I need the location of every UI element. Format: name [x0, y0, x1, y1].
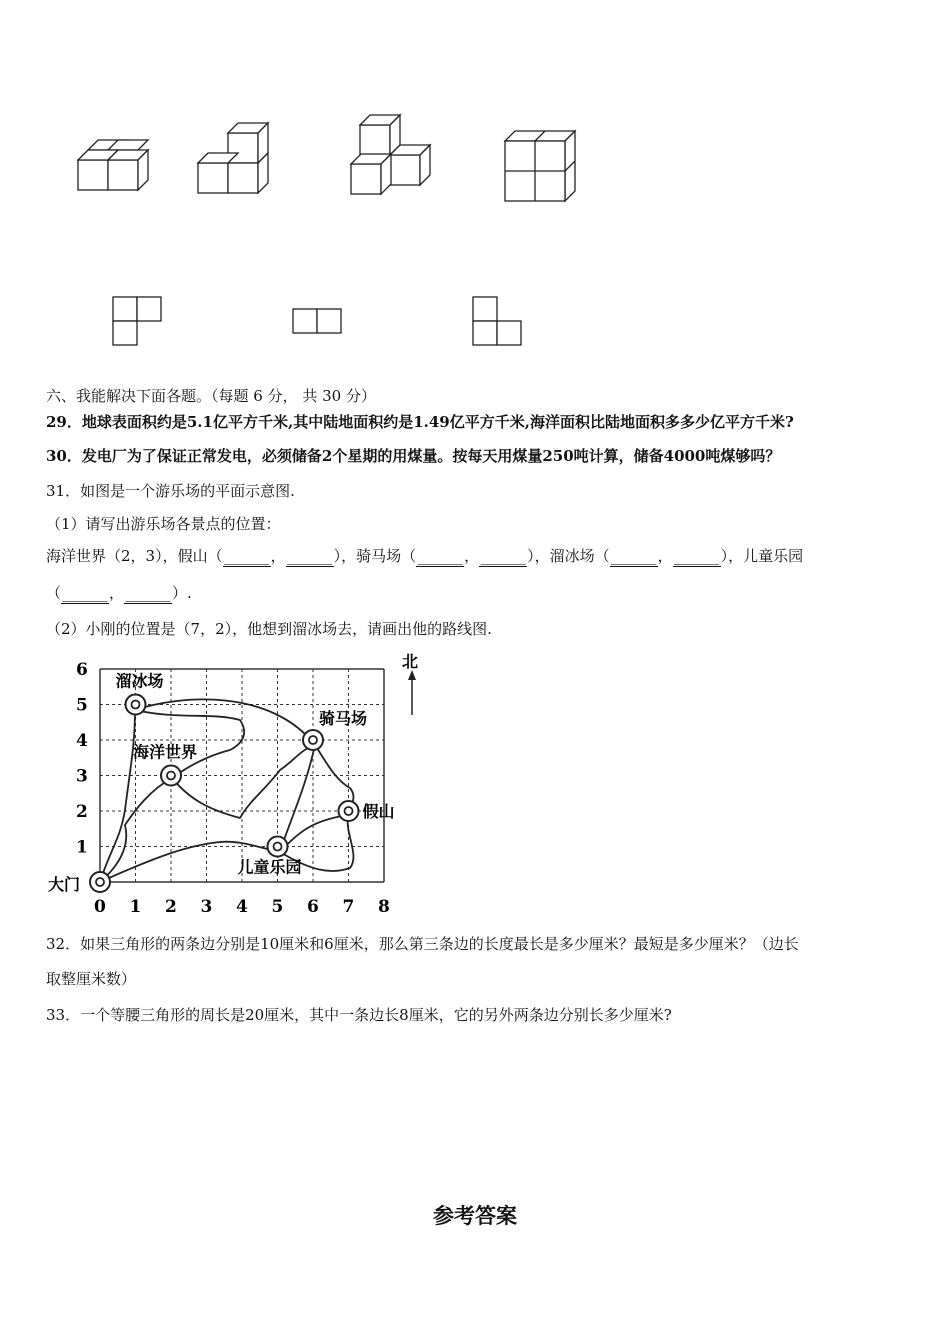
skating-y-blank[interactable]: ______ [674, 547, 720, 565]
view-figure-1 [113, 297, 161, 345]
horse-y-blank[interactable]: ______ [480, 547, 526, 565]
question-33: 33．一个等腰三角形的周长是20厘米，其中一条边长8厘米，它的另外两条边分别长多少厘米? [46, 1006, 672, 1024]
cube-figure-4 [505, 131, 575, 201]
x-tick-label: 8 [378, 897, 390, 917]
positions-text: ），溜冰场（ [527, 547, 610, 565]
x-tick-label: 6 [307, 897, 319, 917]
question-31-positions [46, 546, 803, 567]
gate-label: 大门 [48, 875, 81, 894]
question-31-part2: （2）小刚的位置是（7，2），他想到溜冰场去，请画出他的路线图. [46, 620, 492, 638]
view-figures [105, 290, 535, 350]
rockery-y-blank[interactable]: ______ [287, 547, 333, 565]
question-31-positions-cont [46, 583, 192, 604]
skating-label: 溜冰场 [115, 671, 164, 691]
comma: ， [109, 584, 125, 602]
positions-text: （ [46, 584, 62, 602]
horse-x-blank[interactable]: ______ [417, 547, 463, 565]
x-tick-label: 7 [342, 897, 355, 917]
ocean-marker-inner [167, 772, 175, 780]
cube-figure-1 [78, 140, 148, 190]
children-marker-inner [274, 843, 282, 851]
ocean-label: 海洋世界 [133, 742, 198, 762]
comma: ， [657, 547, 673, 565]
gate-marker-inner [96, 878, 104, 886]
question-32-line1: 32．如果三角形的两条边分别是10厘米和6厘米，那么第三条边的长度最长是多少厘米？最短是多少厘米？（边长 [46, 935, 799, 953]
question-31-part1: （1）请写出游乐场各景点的位置： [46, 515, 281, 533]
question-32-line2: 取整厘米数） [46, 970, 137, 988]
positions-text: ），儿童乐园 [720, 547, 804, 565]
skating-marker-inner [132, 701, 140, 709]
question-30: 30．发电厂为了保证正常发电，必须储备2个星期的用煤量。按每天用煤量250吨计算，储备4000吨煤够吗？ [46, 447, 781, 465]
children-label: 儿童乐园 [237, 857, 302, 877]
comma: ， [270, 547, 286, 565]
y-tick-label: 6 [76, 660, 88, 680]
x-tick-label: 4 [236, 897, 248, 917]
children-x-blank[interactable]: ______ [62, 584, 108, 602]
horse-marker-inner [309, 736, 317, 744]
horse-label: 骑马场 [319, 709, 368, 728]
park-map [40, 650, 440, 925]
x-tick-label: 0 [94, 897, 106, 917]
y-tick-label: 4 [76, 731, 88, 751]
cube-figure-2 [198, 123, 268, 193]
question-29: 29．地球表面积约是5.1亿平方千米,其中陆地面积约是1.49亿平方千米,海洋面积比陆地面积多多少亿平方千米? [46, 413, 794, 431]
map-grid [76, 660, 390, 917]
y-tick-label: 5 [76, 695, 88, 716]
x-tick-label: 2 [165, 897, 177, 917]
rockery-marker-inner [345, 807, 353, 815]
x-tick-label: 5 [271, 897, 284, 917]
question-31-intro: 31．如图是一个游乐场的平面示意图. [46, 482, 295, 500]
cube-figure-3 [351, 115, 430, 194]
x-tick-label: 3 [200, 897, 213, 917]
comma: ， [464, 547, 480, 565]
answer-title: 参考答案 [433, 1203, 517, 1228]
section-heading: 六、我能解决下面各题。（每题 6 分， 共 30 分） [46, 387, 376, 405]
x-tick-label: 1 [129, 897, 142, 917]
positions-text: 海洋世界（2，3），假山（ [46, 547, 223, 565]
y-tick-label: 3 [76, 766, 88, 787]
north-label: 北 [402, 652, 419, 671]
cube-figures [60, 105, 600, 215]
map-roads [100, 699, 353, 882]
y-tick-label: 1 [76, 837, 88, 858]
rockery-x-blank[interactable]: ______ [224, 547, 270, 565]
view-figure-2 [293, 309, 341, 333]
positions-text: ）. [172, 584, 192, 602]
view-figure-3 [473, 297, 521, 345]
y-tick-label: 2 [76, 802, 88, 822]
rockery-label: 假山 [362, 802, 395, 821]
positions-text: ），骑马场（ [333, 547, 417, 565]
skating-x-blank[interactable]: ______ [611, 547, 657, 565]
children-y-blank[interactable]: ______ [125, 584, 171, 602]
north-arrow [402, 652, 418, 715]
